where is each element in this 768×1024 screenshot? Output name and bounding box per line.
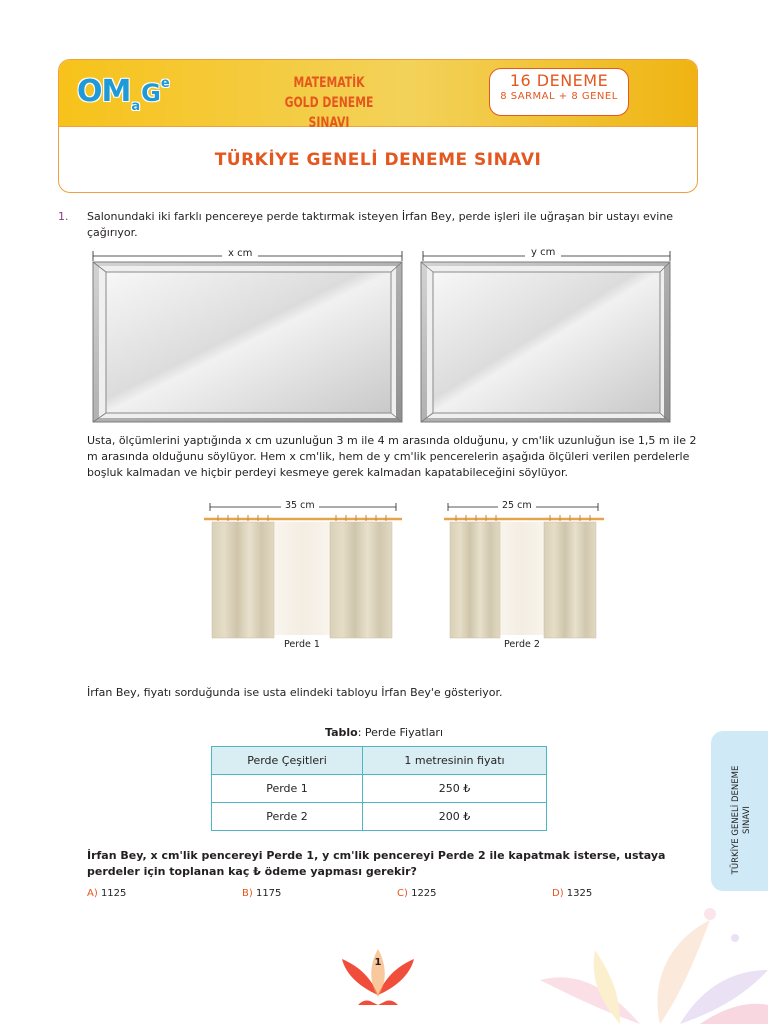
measurement-text: Usta, ölçümlerini yaptığında x cm uzunluğun 3 m ile 4 m arasında olduğunu, y cm'lik uzunluğun ise 1,5 m ile 2 m arasında olduğunu söylüyor. Hem x cm'lik, hem de y cm'lik pencerelerin aşağıda ölçüleri verilen perdelerle boşluk kalmadan ve hiçbir perdeyi kesmeye gerek kalmadan kapatabileceğini söylüyor. <box>87 434 697 479</box>
table-row <box>212 775 547 803</box>
question-intro: Salonundaki iki farklı pencereye perde taktırmak isteyen İrfan Bey, perde işleri ile uğraşan bir ustayı evine çağırıyor. <box>87 210 674 239</box>
curtain2-width: 25 cm <box>498 500 536 511</box>
logo-text: a <box>131 99 141 114</box>
side-tab-line1: TÜRKİYE GENELİ DENEME <box>731 765 741 875</box>
logo-text: OM <box>77 74 131 109</box>
table-header-cell: Perde Çeşitleri <box>212 747 363 775</box>
logo-text: e <box>160 76 170 91</box>
option-b[interactable] <box>242 888 281 899</box>
page-number: 1 <box>374 957 382 968</box>
option-d[interactable] <box>552 888 592 899</box>
page-number-ornament <box>340 945 416 1005</box>
curtain1-label: Perde 1 <box>284 639 320 650</box>
question-text: İrfan Bey, x cm'lik pencereyi Perde 1, y cm'lik pencereyi Perde 2 ile kapatmak isterse, ustaya perdeler için toplanan kaç ₺ ödeme yapması gerekir? <box>87 849 666 878</box>
option-value: 1175 <box>255 888 282 899</box>
option-c[interactable] <box>397 888 437 899</box>
table-caption-bold: Tablo <box>324 726 358 739</box>
table-cell: 250 ₺ <box>363 775 547 803</box>
windows-illustration <box>88 248 678 428</box>
exam-subtitle: TÜRKİYE GENELİ DENEME SINAVI <box>214 150 542 170</box>
exam-header <box>58 59 698 193</box>
table-caption <box>0 726 768 739</box>
option-a[interactable] <box>87 888 126 899</box>
table-header-row <box>212 747 547 775</box>
curtain1-width: 35 cm <box>281 500 319 511</box>
table-header-cell: 1 metresinin fiyatı <box>363 747 547 775</box>
window-x-label: x cm <box>222 248 258 259</box>
table-cell: 200 ₺ <box>363 803 547 831</box>
option-value: 1325 <box>566 888 593 899</box>
logo-text: G <box>141 79 160 107</box>
curtains-illustration <box>200 500 610 640</box>
option-letter: B) <box>242 888 253 899</box>
badge-line2: 8 SARMAL + 8 GENEL <box>500 91 618 102</box>
side-tab-line2: SINAVI <box>742 806 752 834</box>
header-band <box>59 60 697 131</box>
option-value: 1225 <box>411 888 437 899</box>
curtain-2 <box>444 515 604 638</box>
table-caption-rest: : Perde Fiyatları <box>357 726 444 739</box>
window-x <box>93 262 402 422</box>
table-row <box>212 803 547 831</box>
decorative-petals <box>520 900 768 1024</box>
badge-line1: 16 DENEME <box>509 71 609 90</box>
exam-title <box>269 73 389 133</box>
side-tab-text <box>731 755 753 885</box>
table-cell: Perde 1 <box>212 775 363 803</box>
curtain2-label: Perde 2 <box>504 639 540 650</box>
option-letter: A) <box>87 888 98 899</box>
omage-logo <box>77 74 170 114</box>
price-table <box>211 746 547 831</box>
option-letter: C) <box>397 888 408 899</box>
table-cell: Perde 2 <box>212 803 363 831</box>
deneme-badge <box>489 68 629 116</box>
curtain-1 <box>204 515 402 638</box>
question-number: 1. <box>58 210 69 223</box>
price-text: İrfan Bey, fiyatı sorduğunda ise usta elindeki tabloyu İrfan Bey'e gösteriyor. <box>87 686 503 699</box>
exam-title-line2: GOLD DENEME SINAVI <box>284 95 374 131</box>
option-letter: D) <box>552 888 564 899</box>
window-y-label: y cm <box>525 247 561 258</box>
option-value: 1125 <box>100 888 127 899</box>
exam-title-line1: MATEMATİK <box>293 75 365 91</box>
window-y <box>421 262 670 422</box>
